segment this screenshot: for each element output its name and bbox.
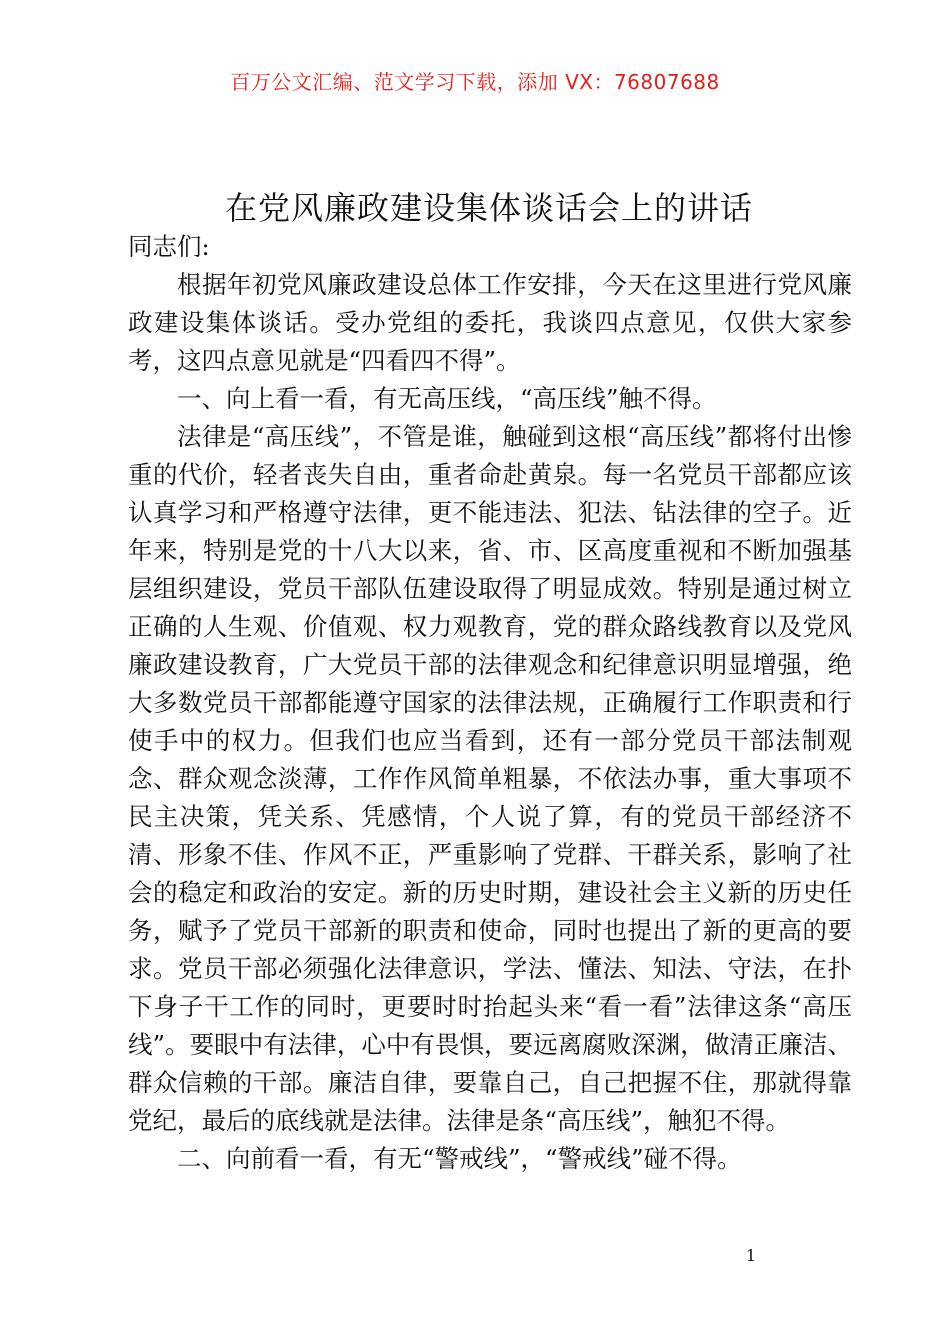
page-number: 1 — [745, 1246, 756, 1265]
section-heading-2: 二、向前看一看，有无“警戒线”，“警戒线”碰不得。 — [177, 1144, 742, 1173]
paragraph-intro: 根据年初党风廉政建设总体工作安排，今天在这里进行党风廉政建设集体谈话。受办党组的委托，我谈四点意见，仅供大家参考，这四点意见就是“四看四不得”。 — [128, 270, 852, 375]
header-download-note: 百万公文汇编、范文学习下载，添加 VX：76807688 — [230, 70, 720, 94]
salutation: 同志们: — [128, 232, 210, 261]
document-title: 在党风廉政建设集体谈话会上的讲话 — [224, 189, 753, 227]
document-body — [128, 228, 852, 1178]
section-heading-1: 一、向上看一看，有无高压线，“高压线”触不得。 — [177, 384, 717, 413]
paragraph-law: 法律是“高压线”，不管是谁，触碰到这根“高压线”都将付出惨重的代价，轻者丧失自由，重者命赴黄泉。每一名党员干部都应该认真学习和严格遵守法律，更不能违法、犯法、钻法律的空子。近年来，特别是党的十八大以来，省、市、区高度重视和不断加强基层组织建设，党员干部队伍建设取得了明显成效。特别是通过树立正确的人生观、价值观、权力观教育，党的群众路线教育以及党风廉政建设教育，广大党员干部的法律观念和纪律意识明显增强，绝大多数党员干部都能遵守国家的法律法规，正确履行工作职责和行使手中的权力。但我们也应当看到，还有一部分党员干部法制观念、群众观念淡薄，工作作风简单粗暴，不依法办事，重大事项不民主决策，凭关系、凭感情，个人说了算，有的党员干部经济不清、形象不佳、作风不正，严重影响了党群、干群关系，影响了社会的稳定和政治的安定。新的历史时期，建设社会主义新的历史任务，赋予了党员干部新的职责和使命，同时也提出了新的更高的要求。党员干部必须强化法律意识，学法、懂法、知法、守法，在扑下身子干工作的同时，更要时时抬起头来“看一看”法律这条“高压线”。要眼中有法律，心中有畏惧，要远离腐败深渊，做清正廉洁、群众信赖的干部。廉洁自律，要靠自己，自己把握不住，那就得靠党纪，最后的底线就是法律。法律是条“高压线”，触犯不得。 — [128, 422, 852, 1135]
